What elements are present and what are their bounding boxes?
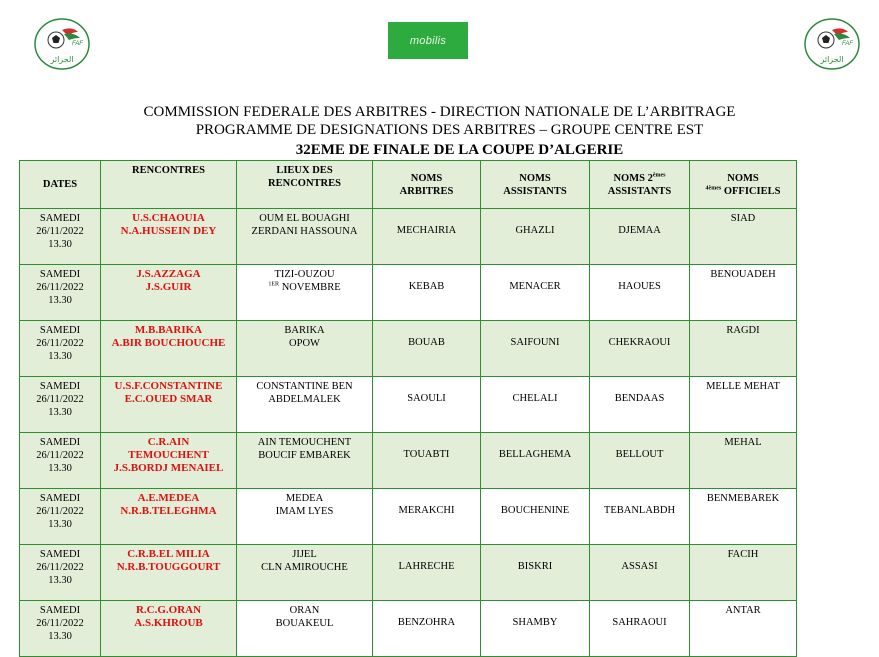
assistant-2-cell: HAOUES — [590, 265, 690, 321]
logo-caption-left: الجزائر — [50, 55, 74, 64]
match-time: 13.30 — [48, 519, 72, 530]
assistant-2-cell: ASSASI — [590, 545, 690, 601]
table-row — [20, 321, 797, 377]
match-team-2: E.C.OUED SMAR — [124, 393, 213, 405]
fourth-official-cell: FACIH — [690, 545, 797, 601]
match-cell — [101, 545, 237, 601]
fourth-official-cell: BENMEBAREK — [690, 489, 797, 545]
match-day: SAMEDI — [39, 269, 81, 280]
venue-stadium: IMAM LYES — [275, 506, 334, 517]
fourth-official-cell: BENOUADEH — [690, 265, 797, 321]
assistant-cell: BOUCHENINE — [481, 489, 590, 545]
match-team-3: J.S.BORDJ MENAIEL — [113, 462, 224, 474]
match-team-1: J.S.AZZAGA — [136, 268, 201, 280]
logo-caption-right: الجزائر — [820, 55, 844, 64]
referee-cell: MERAKCHI — [373, 489, 481, 545]
venue-stadium: ZERDANI HASSOUNA — [251, 226, 358, 237]
logo-initials-left: FAF — [72, 41, 83, 47]
match-cell — [101, 601, 237, 657]
assistant-cell: SHAMBY — [481, 601, 590, 657]
match-date: 26/11/2022 — [36, 226, 84, 237]
fourth-official-cell: ANTAR — [690, 601, 797, 657]
faf-logo-left — [34, 18, 90, 70]
referee-cell: LAHRECHE — [373, 545, 481, 601]
table-row — [20, 209, 797, 265]
match-team-2: N.A.HUSSEIN DEY — [120, 225, 217, 237]
assistant-cell: CHELALI — [481, 377, 590, 433]
match-team-1: U.S.F.CONSTANTINE — [114, 380, 223, 392]
match-date: 26/11/2022 — [36, 394, 84, 405]
venue-city: JIJEL — [292, 549, 317, 560]
match-cell — [101, 489, 237, 545]
assistant-cell: SAIFOUNI — [481, 321, 590, 377]
referee-cell: BENZOHRA — [373, 601, 481, 657]
assistant-cell: GHAZLI — [481, 209, 590, 265]
venue-stadium: NOVEMBRE — [279, 282, 341, 293]
table-row — [20, 489, 797, 545]
match-time: 13.30 — [48, 295, 72, 306]
venue-city: TIZI-OUZOU — [274, 269, 335, 280]
venue-cell — [237, 377, 373, 433]
table-row — [20, 545, 797, 601]
assistant-cell: MENACER — [481, 265, 590, 321]
match-cell — [101, 433, 237, 489]
heading-commission: COMMISSION FEDERALE DES ARBITRES - DIRECTION NATIONALE DE L’ARBITRAGE — [143, 104, 736, 120]
match-date: 26/11/2022 — [36, 450, 84, 461]
date-cell — [20, 265, 101, 321]
match-cell — [101, 265, 237, 321]
match-cell — [101, 377, 237, 433]
heading-programme: PROGRAMME DE DESIGNATIONS DES ARBITRES – GROUPE CENTRE EST — [195, 122, 704, 138]
match-day: SAMEDI — [39, 549, 81, 560]
logo-initials-right: FAF — [842, 41, 853, 47]
assistant-2-cell: SAHRAOUI — [590, 601, 690, 657]
table-row — [20, 601, 797, 657]
match-team-2: TEMOUCHENT — [128, 449, 209, 461]
match-team-2: N.R.B.TELEGHMA — [120, 505, 217, 517]
venue-cell — [237, 209, 373, 265]
fourth-official-cell: SIAD — [690, 209, 797, 265]
match-day: SAMEDI — [39, 493, 81, 504]
table-header-row — [20, 161, 797, 209]
match-team-1: M.B.BARIKA — [134, 324, 203, 336]
date-cell — [20, 545, 101, 601]
match-team-1: C.R.B.EL MILIA — [127, 548, 210, 560]
match-time: 13.30 — [48, 351, 72, 362]
referee-cell: MECHAIRIA — [373, 209, 481, 265]
sponsor-logo — [388, 22, 468, 59]
match-team-1: R.C.G.ORAN — [135, 604, 202, 616]
sponsor-text: mobilis — [409, 34, 447, 47]
header-lieux: LIEUX DES RENCONTRES — [237, 161, 373, 209]
venue-cell — [237, 433, 373, 489]
fourth-official-cell: MELLE MEHAT — [690, 377, 797, 433]
venue-cell — [237, 545, 373, 601]
assistant-cell: BISKRI — [481, 545, 590, 601]
match-day: SAMEDI — [39, 325, 81, 336]
referee-cell: TOUABTI — [373, 433, 481, 489]
match-time: 13.30 — [48, 631, 72, 642]
venue-cell — [237, 601, 373, 657]
venue-city: ORAN — [289, 605, 320, 616]
match-time: 13.30 — [48, 407, 72, 418]
table-row — [20, 433, 797, 489]
assistant-2-cell: BENDAAS — [590, 377, 690, 433]
header-officiels: NOMS $^{4èmes}$ OFFICIELS — [690, 161, 797, 209]
heading-competition: 32EME DE FINALE DE LA COUPE D’ALGERIE — [295, 142, 624, 158]
match-date: 26/11/2022 — [36, 562, 84, 573]
venue-city: CONSTANTINE BEN — [256, 381, 353, 392]
venue-stadium: ABDELMALEK — [268, 394, 341, 405]
header-arbitres: NOMS ARBITRES — [373, 161, 481, 209]
referee-cell: BOUAB — [373, 321, 481, 377]
date-cell — [20, 601, 101, 657]
match-day: SAMEDI — [39, 437, 81, 448]
fourth-official-cell: MEHAL — [690, 433, 797, 489]
referee-cell: KEBAB — [373, 265, 481, 321]
venue-city: AIN TEMOUCHENT — [257, 437, 352, 448]
fourth-official-cell: RAGDI — [690, 321, 797, 377]
match-time: 13.30 — [48, 239, 72, 250]
table-row — [20, 377, 797, 433]
date-cell — [20, 321, 101, 377]
header-assistants: NOMS ASSISTANTS — [481, 161, 590, 209]
header-rencontres: RENCONTRES — [101, 161, 237, 209]
match-day: SAMEDI — [39, 213, 81, 224]
date-cell — [20, 433, 101, 489]
assistant-2-cell: BELLOUT — [590, 433, 690, 489]
date-cell — [20, 377, 101, 433]
venue-stadium: OPOW — [289, 338, 320, 349]
match-cell — [101, 209, 237, 265]
match-team-2: N.R.B.TOUGGOURT — [116, 561, 221, 573]
place-superscript: 1ER — [268, 281, 280, 288]
venue-stadium: CLN AMIROUCHE — [261, 562, 348, 573]
match-date: 26/11/2022 — [36, 506, 84, 517]
venue-stadium: BOUAKEUL — [275, 618, 334, 629]
assistant-2-cell: DJEMAA — [590, 209, 690, 265]
designations-table — [19, 160, 797, 657]
date-cell — [20, 209, 101, 265]
assistant-2-cell: CHEKRAOUI — [590, 321, 690, 377]
match-team-2: A.BIR BOUCHOUCHE — [111, 337, 226, 349]
header-dates: DATES — [20, 161, 101, 209]
referee-cell: SAOULI — [373, 377, 481, 433]
table-row — [20, 265, 797, 321]
assistant-2-cell: TEBANLABDH — [590, 489, 690, 545]
venue-city: OUM EL BOUAGHI — [259, 213, 350, 224]
match-time: 13.30 — [48, 463, 72, 474]
match-date: 26/11/2022 — [36, 618, 84, 629]
match-team-1: C.R.AIN — [147, 436, 190, 448]
match-date: 26/11/2022 — [36, 338, 84, 349]
match-team-1: A.E.MEDEA — [137, 492, 200, 504]
match-day: SAMEDI — [39, 381, 81, 392]
match-team-1: U.S.CHAOUIA — [132, 212, 205, 224]
venue-cell — [237, 265, 373, 321]
venue-stadium: BOUCIF EMBAREK — [258, 450, 351, 461]
assistant-cell: BELLAGHEMA — [481, 433, 590, 489]
venue-city: MEDEA — [285, 493, 324, 504]
match-team-2: A.S.KHROUB — [134, 617, 203, 629]
match-team-2: J.S.GUIR — [145, 281, 192, 293]
date-cell — [20, 489, 101, 545]
match-day: SAMEDI — [39, 605, 81, 616]
header-assistants-2: NOMS 2èmes ASSISTANTS — [590, 161, 690, 209]
venue-cell — [237, 489, 373, 545]
match-time: 13.30 — [48, 575, 72, 586]
match-cell — [101, 321, 237, 377]
faf-logo-right — [804, 18, 860, 70]
venue-city: BARIKA — [284, 325, 325, 336]
venue-cell — [237, 321, 373, 377]
match-date: 26/11/2022 — [36, 282, 84, 293]
